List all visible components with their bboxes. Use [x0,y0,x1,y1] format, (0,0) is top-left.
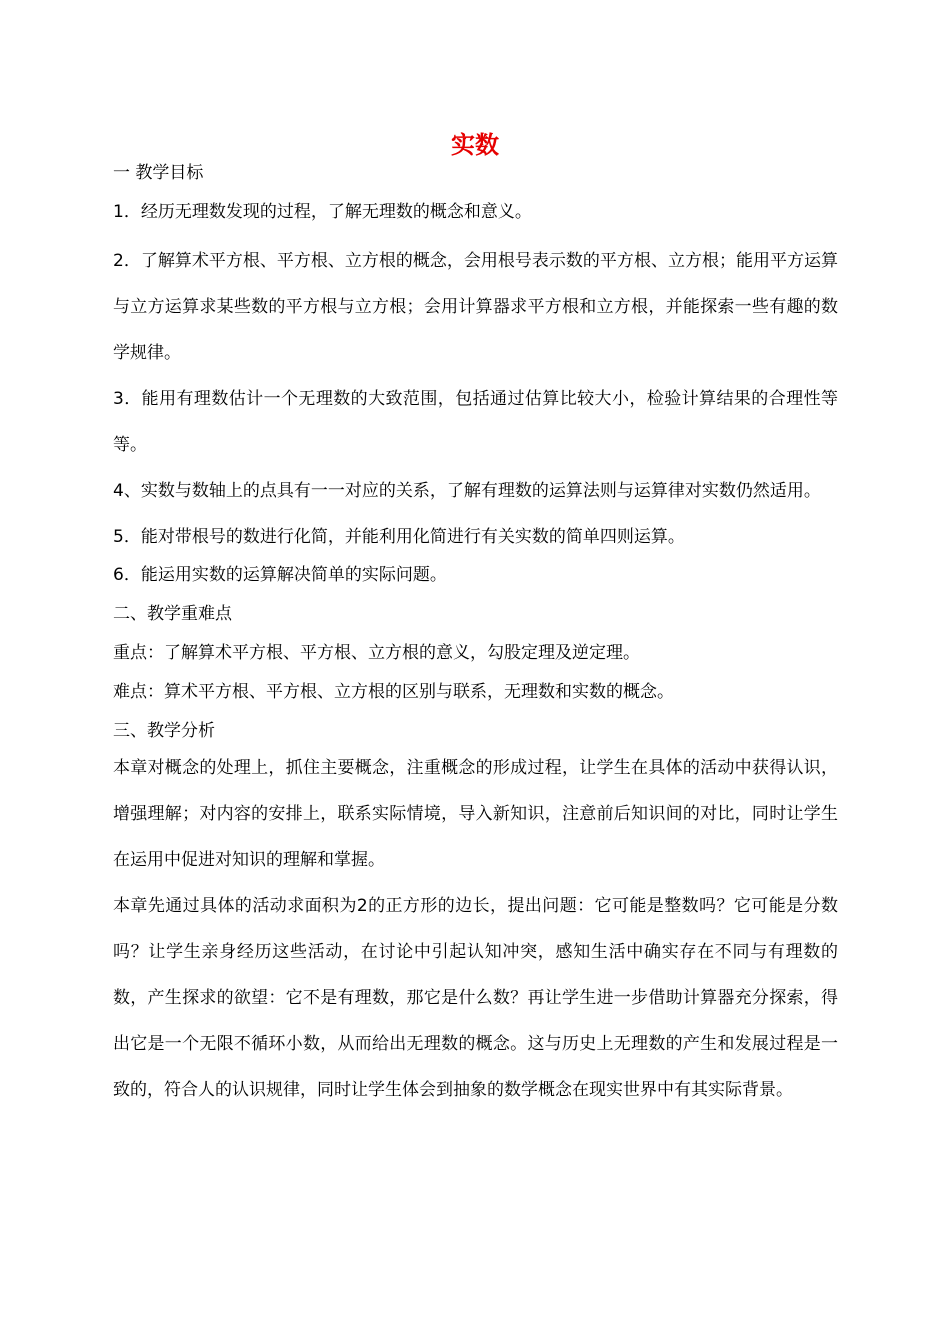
document-body [113,160,838,1113]
objective-item-2: 2．了解算术平方根、平方根、立方根的概念，会用根号表示数的平方根、立方根；能用平方运算与立方运算求某些数的平方根与立方根；会用计算器求平方根和立方根，并能探索一些有趣的数学规律。 [113,251,838,363]
difficulty-item: 难点：算术平方根、平方根、立方根的区别与联系，无理数和实数的概念。 [113,682,674,702]
objective-item-5: 5．能对带根号的数进行化简，并能利用化简进行有关实数的简单四则运算。 [113,527,685,547]
document-title: 实数 [451,131,499,159]
section-heading-analysis: 三、教学分析 [113,721,215,741]
analysis-paragraph-1: 本章对概念的处理上，抓住主要概念，注重概念的形成过程，让学生在具体的活动中获得认识，增强理解；对内容的安排上，联系实际情境，导入新知识，注意前后知识间的对比，同时让学生在运用中促进对知识的理解和掌握。 [113,758,838,870]
objective-item-1: 1．经历无理数发现的过程，了解无理数的概念和意义。 [113,202,532,222]
objective-item-3: 3．能用有理数估计一个无理数的大致范围，包括通过估算比较大小，检验计算结果的合理性等等。 [113,389,838,455]
section-heading-key-points: 二、教学重难点 [113,604,232,624]
section-heading-objectives: 一 教学目标 [113,163,204,183]
objective-item-4: 4、实数与数轴上的点具有一一对应的关系，了解有理数的运算法则与运算律对实数仍然适用。 [113,481,821,501]
objective-item-6: 6．能运用实数的运算解决简单的实际问题。 [113,565,447,585]
analysis-paragraph-2: 本章先通过具体的活动求面积为2的正方形的边长，提出问题：它可能是整数吗？它可能是分数吗？让学生亲身经历这些活动，在讨论中引起认知冲突，感知生活中确实存在不同与有理数的数，产生探求的欲望：它不是有理数，那它是什么数？再让学生进一步借助计算器充分探索，得出它是一个无限不循环小数，从而给出无理数的概念。这与历史上无理数的产生和发展过程是一致的，符合人的认识规律，同时让学生体会到抽象的数学概念在现实世界中有其实际背景。 [113,896,838,1100]
key-point-item: 重点：了解算术平方根、平方根、立方根的意义，勾股定理及逆定理。 [113,643,640,663]
